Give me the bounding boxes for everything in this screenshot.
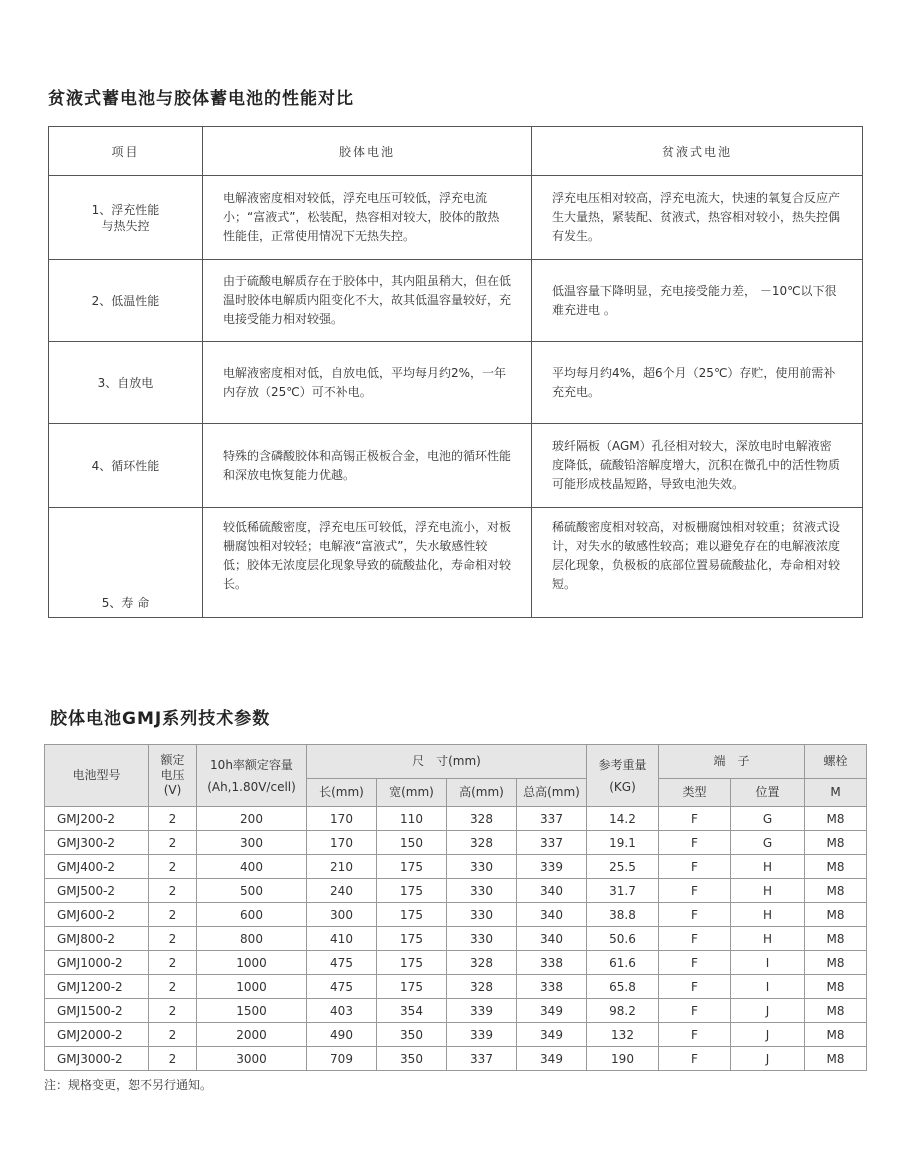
cell-model: GMJ300-2 <box>45 831 149 855</box>
cell-width: 175 <box>377 951 447 975</box>
cell-width: 175 <box>377 879 447 903</box>
cell-model: GMJ1500-2 <box>45 999 149 1023</box>
cell-total-height: 339 <box>517 855 587 879</box>
gel-cell: 较低稀硫酸密度，浮充电压可较低，浮充电流小，对板栅腐蚀相对较轻；电解液“富液式”，失水敏感性较低；胶体无浓度层化现象导致的硫酸盐化，寿命相对较长。 <box>203 508 532 618</box>
header-length: 长(mm) <box>307 779 377 807</box>
cell-bolt: M8 <box>805 879 867 903</box>
cell-bolt: M8 <box>805 807 867 831</box>
cell-capacity: 300 <box>197 831 307 855</box>
cell-terminal-type: F <box>659 927 731 951</box>
gel-cell: 电解液密度相对低，自放电低，平均每月约2%，一年内存放（25℃）可不补电。 <box>203 342 532 424</box>
row-item-label: 5、寿 命 <box>49 508 203 618</box>
cell-terminal-position: I <box>731 951 805 975</box>
cell-model: GMJ200-2 <box>45 807 149 831</box>
header-agm-battery: 贫液式电池 <box>532 127 863 176</box>
cell-bolt: M8 <box>805 951 867 975</box>
cell-voltage: 2 <box>149 903 197 927</box>
gel-cell: 特殊的含磷酸胶体和高锡正极板合金，电池的循环性能和深放电恢复能力优越。 <box>203 424 532 508</box>
cell-terminal-type: F <box>659 807 731 831</box>
cell-width: 175 <box>377 855 447 879</box>
cell-weight: 190 <box>587 1047 659 1071</box>
spec-row <box>45 927 867 951</box>
cell-terminal-position: J <box>731 999 805 1023</box>
cell-total-height: 337 <box>517 831 587 855</box>
header-bolt: 螺栓 <box>805 745 867 779</box>
cell-length: 170 <box>307 807 377 831</box>
cell-width: 354 <box>377 999 447 1023</box>
header-total-height: 总高(mm) <box>517 779 587 807</box>
cell-model: GMJ600-2 <box>45 903 149 927</box>
agm-cell: 浮充电压相对较高，浮充电流大，快速的氧复合反应产生大量热，紧装配、贫液式，热容相对较小，热失控偶有发生。 <box>532 176 863 260</box>
cell-bolt: M8 <box>805 831 867 855</box>
cell-weight: 25.5 <box>587 855 659 879</box>
cell-width: 350 <box>377 1047 447 1071</box>
spec-row <box>45 1047 867 1071</box>
cell-terminal-position: G <box>731 831 805 855</box>
cell-model: GMJ2000-2 <box>45 1023 149 1047</box>
agm-cell: 玻纤隔板（AGM）孔径相对较大，深放电时电解液密度降低，硫酸铅溶解度增大，沉积在微孔中的活性物质可能形成枝晶短路，导致电池失效。 <box>532 424 863 508</box>
footnote: 注：规格变更，恕不另行通知。 <box>44 1078 213 1092</box>
cell-bolt: M8 <box>805 855 867 879</box>
cell-height: 337 <box>447 1047 517 1071</box>
cell-model: GMJ1200-2 <box>45 975 149 999</box>
cell-length: 490 <box>307 1023 377 1047</box>
comparison-title: 贫液式蓄电池与胶体蓄电池的性能对比 <box>48 89 354 109</box>
header-height: 高(mm) <box>447 779 517 807</box>
cell-weight: 98.2 <box>587 999 659 1023</box>
comparison-table <box>48 126 863 618</box>
header-dimensions: 尺 寸(mm) <box>307 745 587 779</box>
agm-cell: 低温容量下降明显，充电接受能力差， －10℃以下很难充进电 。 <box>532 260 863 342</box>
cell-capacity: 800 <box>197 927 307 951</box>
cell-height: 339 <box>447 1023 517 1047</box>
cell-voltage: 2 <box>149 951 197 975</box>
cell-model: GMJ500-2 <box>45 879 149 903</box>
cell-width: 150 <box>377 831 447 855</box>
cell-height: 330 <box>447 855 517 879</box>
gel-cell: 由于硫酸电解质存在于胶体中，其内阻虽稍大，但在低温时胶体电解质内阻变化不大，故其低温容量较好，充电接受能力相对较强。 <box>203 260 532 342</box>
cell-terminal-position: J <box>731 1047 805 1071</box>
cell-capacity: 1000 <box>197 951 307 975</box>
cell-width: 175 <box>377 975 447 999</box>
cell-model: GMJ3000-2 <box>45 1047 149 1071</box>
header-width: 宽(mm) <box>377 779 447 807</box>
cell-bolt: M8 <box>805 975 867 999</box>
cell-weight: 50.6 <box>587 927 659 951</box>
cell-terminal-position: G <box>731 807 805 831</box>
cell-length: 410 <box>307 927 377 951</box>
cell-model: GMJ1000-2 <box>45 951 149 975</box>
cell-terminal-type: F <box>659 855 731 879</box>
spec-header-row <box>45 745 867 779</box>
cell-total-height: 340 <box>517 927 587 951</box>
cell-length: 240 <box>307 879 377 903</box>
header-voltage: 额定 电压 (V) <box>149 745 197 807</box>
cell-bolt: M8 <box>805 999 867 1023</box>
cell-voltage: 2 <box>149 1023 197 1047</box>
header-weight: 参考重量 (KG) <box>587 745 659 807</box>
cell-voltage: 2 <box>149 927 197 951</box>
cell-voltage: 2 <box>149 831 197 855</box>
cell-total-height: 349 <box>517 1047 587 1071</box>
cell-height: 328 <box>447 831 517 855</box>
spec-row <box>45 999 867 1023</box>
cell-terminal-type: F <box>659 903 731 927</box>
cell-model: GMJ800-2 <box>45 927 149 951</box>
header-item: 项目 <box>49 127 203 176</box>
cell-length: 475 <box>307 951 377 975</box>
comparison-row <box>49 260 863 342</box>
comparison-row <box>49 342 863 424</box>
cell-height: 328 <box>447 807 517 831</box>
cell-terminal-type: F <box>659 831 731 855</box>
cell-terminal-position: H <box>731 927 805 951</box>
cell-height: 330 <box>447 927 517 951</box>
cell-terminal-position: J <box>731 1023 805 1047</box>
cell-capacity: 1000 <box>197 975 307 999</box>
cell-length: 403 <box>307 999 377 1023</box>
cell-terminal-type: F <box>659 1023 731 1047</box>
row-item-label: 3、自放电 <box>49 342 203 424</box>
cell-total-height: 340 <box>517 903 587 927</box>
cell-length: 170 <box>307 831 377 855</box>
cell-terminal-type: F <box>659 951 731 975</box>
cell-height: 330 <box>447 903 517 927</box>
cell-length: 300 <box>307 903 377 927</box>
cell-capacity: 2000 <box>197 1023 307 1047</box>
spec-row <box>45 975 867 999</box>
cell-capacity: 3000 <box>197 1047 307 1071</box>
cell-terminal-position: I <box>731 975 805 999</box>
cell-weight: 14.2 <box>587 807 659 831</box>
cell-total-height: 349 <box>517 999 587 1023</box>
spec-row <box>45 807 867 831</box>
cell-terminal-type: F <box>659 879 731 903</box>
cell-voltage: 2 <box>149 999 197 1023</box>
cell-terminal-position: H <box>731 879 805 903</box>
comparison-row <box>49 424 863 508</box>
cell-total-height: 340 <box>517 879 587 903</box>
cell-voltage: 2 <box>149 807 197 831</box>
header-gel-battery: 胶体电池 <box>203 127 532 176</box>
spec-row <box>45 903 867 927</box>
spec-table <box>44 744 867 1071</box>
header-model: 电池型号 <box>45 745 149 807</box>
spec-row <box>45 1023 867 1047</box>
cell-capacity: 400 <box>197 855 307 879</box>
cell-voltage: 2 <box>149 855 197 879</box>
header-terminal-type: 类型 <box>659 779 731 807</box>
comparison-row <box>49 508 863 618</box>
cell-length: 210 <box>307 855 377 879</box>
cell-capacity: 1500 <box>197 999 307 1023</box>
agm-cell: 平均每月约4%，超6个月（25℃）存贮，使用前需补充充电。 <box>532 342 863 424</box>
cell-bolt: M8 <box>805 927 867 951</box>
cell-height: 328 <box>447 975 517 999</box>
cell-weight: 31.7 <box>587 879 659 903</box>
cell-bolt: M8 <box>805 1023 867 1047</box>
cell-capacity: 500 <box>197 879 307 903</box>
comparison-header-row <box>49 127 863 176</box>
cell-width: 175 <box>377 903 447 927</box>
row-item-label: 1、浮充性能 与热失控 <box>49 176 203 260</box>
cell-length: 709 <box>307 1047 377 1071</box>
cell-terminal-position: H <box>731 855 805 879</box>
header-terminal: 端 子 <box>659 745 805 779</box>
cell-capacity: 200 <box>197 807 307 831</box>
cell-model: GMJ400-2 <box>45 855 149 879</box>
header-capacity: 10h率额定容量 (Ah,1.80V/cell) <box>197 745 307 807</box>
agm-cell: 稀硫酸密度相对较高，对板栅腐蚀相对较重；贫液式设计，对失水的敏感性较高；难以避免存在的电解液浓度层化现象，负极板的底部位置易硫酸盐化，寿命相对较短。 <box>532 508 863 618</box>
cell-width: 110 <box>377 807 447 831</box>
header-terminal-position: 位置 <box>731 779 805 807</box>
cell-bolt: M8 <box>805 903 867 927</box>
cell-voltage: 2 <box>149 1047 197 1071</box>
cell-height: 328 <box>447 951 517 975</box>
spec-row <box>45 855 867 879</box>
spec-row <box>45 831 867 855</box>
cell-total-height: 338 <box>517 951 587 975</box>
cell-weight: 65.8 <box>587 975 659 999</box>
cell-total-height: 349 <box>517 1023 587 1047</box>
cell-terminal-position: H <box>731 903 805 927</box>
row-item-label: 4、循环性能 <box>49 424 203 508</box>
spec-row <box>45 951 867 975</box>
cell-total-height: 337 <box>517 807 587 831</box>
gel-cell: 电解液密度相对较低，浮充电压可较低，浮充电流小；“富液式”，松装配，热容相对较大，胶体的散热性能佳，正常使用情况下无热失控。 <box>203 176 532 260</box>
cell-terminal-type: F <box>659 1047 731 1071</box>
cell-terminal-type: F <box>659 975 731 999</box>
cell-width: 350 <box>377 1023 447 1047</box>
cell-length: 475 <box>307 975 377 999</box>
spec-row <box>45 879 867 903</box>
cell-bolt: M8 <box>805 1047 867 1071</box>
cell-voltage: 2 <box>149 975 197 999</box>
spec-title: 胶体电池GMJ系列技术参数 <box>50 709 271 729</box>
cell-weight: 61.6 <box>587 951 659 975</box>
cell-voltage: 2 <box>149 879 197 903</box>
header-bolt-size: M <box>805 779 867 807</box>
comparison-row <box>49 176 863 260</box>
row-item-label: 2、低温性能 <box>49 260 203 342</box>
cell-height: 339 <box>447 999 517 1023</box>
cell-weight: 132 <box>587 1023 659 1047</box>
cell-width: 175 <box>377 927 447 951</box>
cell-weight: 38.8 <box>587 903 659 927</box>
cell-weight: 19.1 <box>587 831 659 855</box>
cell-total-height: 338 <box>517 975 587 999</box>
cell-height: 330 <box>447 879 517 903</box>
cell-terminal-type: F <box>659 999 731 1023</box>
cell-capacity: 600 <box>197 903 307 927</box>
